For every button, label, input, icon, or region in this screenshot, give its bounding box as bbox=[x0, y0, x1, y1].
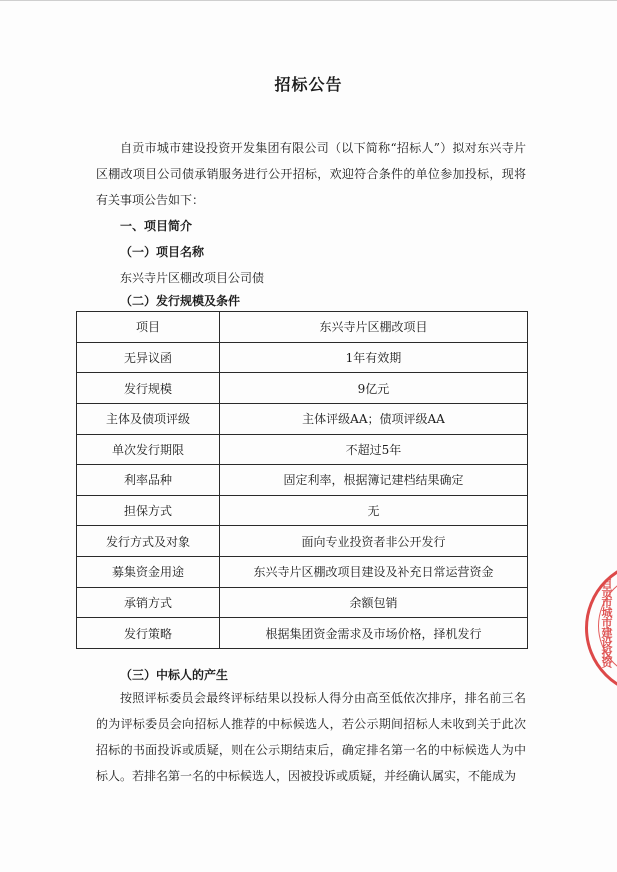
table-value: 根据集团资金需求及市场价格，择机发行 bbox=[220, 618, 528, 649]
winner-selection-paragraph: 按照评标委员会最终评标结果以投标人得分由高至低依次排序，排名前三名的为评标委员会向招标人推荐的中标候选人，若公示期间招标人未收到关于此次招标的书面投诉或质疑，则在公示期结束后，确定排名第一名的中标候选人为中标人。若排名第一名的中标候选人，因被投诉或质疑，并经确认属实，不能成为 bbox=[96, 691, 526, 783]
table-value: 主体评级AA；债项评级AA bbox=[220, 403, 528, 434]
table-row bbox=[77, 312, 528, 343]
table-row bbox=[77, 434, 528, 465]
table-value: 东兴寺片区棚改项目 bbox=[220, 312, 528, 343]
table-value: 不超过5年 bbox=[220, 434, 528, 465]
table-key: 募集资金用途 bbox=[77, 557, 220, 588]
company-seal-stamp bbox=[585, 560, 617, 696]
table-key: 担保方式 bbox=[77, 495, 220, 526]
page-crease-top bbox=[0, 0, 617, 1]
table-key: 发行规模 bbox=[77, 373, 220, 404]
table-value: 固定利率，根据簿记建档结果确定 bbox=[220, 465, 528, 496]
section-heading-1: 一、项目简介 bbox=[120, 219, 193, 233]
table-value: 东兴寺片区棚改项目建设及补充日常运营资金 bbox=[220, 557, 528, 588]
table-row bbox=[77, 465, 528, 496]
table-value: 无 bbox=[220, 495, 528, 526]
table-row bbox=[77, 342, 528, 373]
table-key: 无异议函 bbox=[77, 342, 220, 373]
subheading-project-name: （一）项目名称 bbox=[120, 245, 205, 259]
table-key: 承销方式 bbox=[77, 587, 220, 618]
table-key: 单次发行期限 bbox=[77, 434, 220, 465]
table-row bbox=[77, 587, 528, 618]
table-value: 余额包销 bbox=[220, 587, 528, 618]
table-row bbox=[77, 526, 528, 557]
intro-paragraph: 自贡市城市建设投资开发集团有限公司（以下简称“招标人”）拟对东兴寺片区棚改项目公司债承销服务进行公开招标，欢迎符合条件的单位参加投标，现将有关事项公告如下： bbox=[96, 141, 526, 207]
issue-terms-table bbox=[76, 311, 528, 649]
table-value: 1年有效期 bbox=[220, 342, 528, 373]
subheading-winner-selection: （三）中标人的产生 bbox=[120, 668, 229, 682]
table-value: 面向专业投资者非公开发行 bbox=[220, 526, 528, 557]
subheading-issue-terms: （二）发行规模及条件 bbox=[120, 294, 241, 308]
table-row bbox=[77, 495, 528, 526]
table-key: 发行方式及对象 bbox=[77, 526, 220, 557]
table-row bbox=[77, 403, 528, 434]
table-key: 利率品种 bbox=[77, 465, 220, 496]
table-row bbox=[77, 618, 528, 649]
table-value: 9亿元 bbox=[220, 373, 528, 404]
table-key: 发行策略 bbox=[77, 618, 220, 649]
table-key: 项目 bbox=[77, 312, 220, 343]
table-row bbox=[77, 373, 528, 404]
page-title: 招标公告 bbox=[274, 75, 343, 94]
seal-text: 自贡市城市建设投资 bbox=[600, 577, 613, 667]
table-row bbox=[77, 557, 528, 588]
project-name: 东兴寺片区棚改项目公司债 bbox=[120, 271, 265, 285]
table-key: 主体及债项评级 bbox=[77, 403, 220, 434]
